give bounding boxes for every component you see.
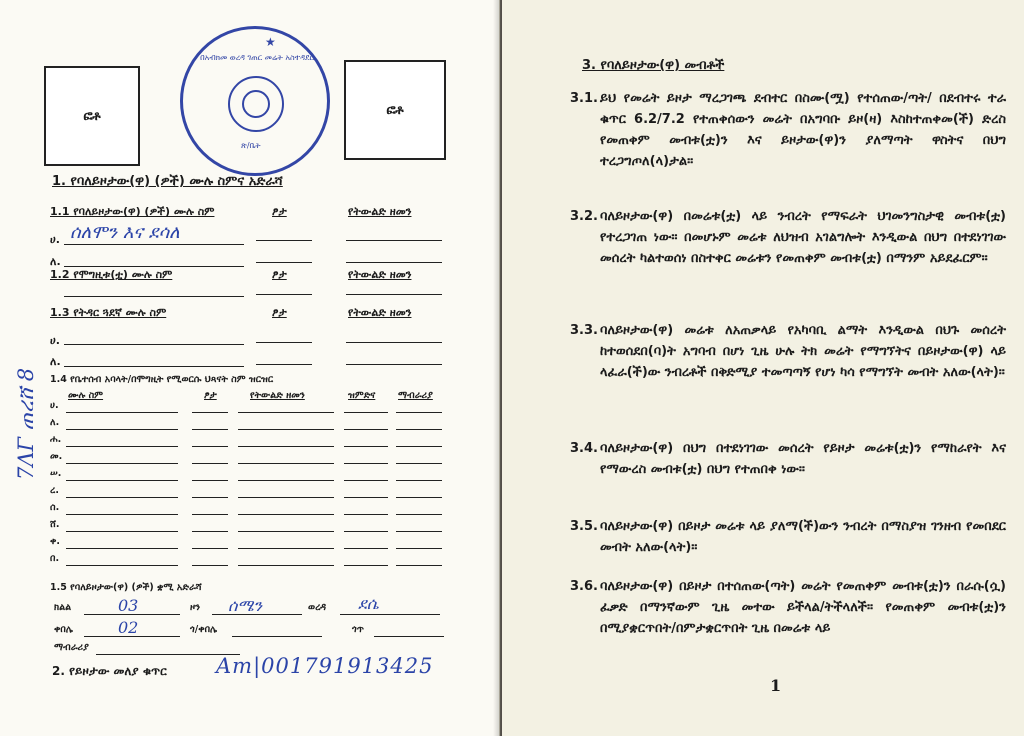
family-row-line [344,497,388,498]
s13-col-sex: ፆታ [272,306,287,319]
family-row-label: ሸ. [50,519,60,530]
s11-col-sex: ፆታ [272,205,287,218]
rights-item-3-text: ባለይዞታው(ዋ) መሬቱ ለአጠቃላይ የአካባቢ ልማት እንዲውል በህጉ መሰረት ከተወሰደበ(ባ)ት አግባብ በሆነ ጊዜ ሁሉ ትክ መሬት የማግኘትና በይዞታው(ዋ) ላይ ላፈራ(ች)ው ንብረቶች በቅድሚያ ተመጣጣኝ የሆነ ካሳ የማግኘት መብት አለው(ላት)። [600,323,1006,380]
family-row-label: በ. [50,553,60,564]
family-row-line [238,446,334,447]
family-row-line [396,514,442,515]
family-row-line [396,446,442,447]
s11-title-text: 1.1 የባለይዞታው(ዋ) (ዎች) ሙሉ ስም [50,205,215,218]
s14-title: 1.4 የቤተሰብ አባላት/በሞግዚት የሚወርሱ ህጻናት ስም ዝርዝር [50,374,274,385]
section-3-title: 3. የባለይዞታው(ዋ) መብቶች [582,58,725,73]
family-row-line [192,531,228,532]
rights-item-6-num: 3.6. [570,579,598,594]
section-1-title: 1. የባለይዞታው(ዋ) (ዎች) ሙሉ ስምና አድራሻ [52,174,283,189]
s15-kebele-label: ቀበሌ [54,624,73,635]
family-row-line [344,548,388,549]
stamp-star-icon: ★ [265,35,276,49]
stamp-inner-ring [228,76,284,132]
rights-item-2-text: ባለይዞታው(ዋ) በመሬቱ(ቷ) ላይ ንብረት የማፍራት ህገመንግስታዊ መብቱ(ቷ) የተረጋገጠ ነው። በመሆኑም መሬቱ ለህዝብ አገልግሎት እንዲውል በህግ በተደነገገው መሰረት ካልተወሰነ በስተቀር መሬቱን የመጠቀም መብቱ(ቷ) በማንም አይደፈርም። [600,209,1006,266]
s11-row-label-a: ሀ. [50,233,60,246]
family-row-label: ሠ. [50,468,62,479]
rights-item-4-num: 3.4. [570,441,598,456]
s11-handwritten-name: ሰለሞን እና ደሳለ [70,222,180,243]
rights-item-3-num: 3.3. [570,323,598,338]
page-number: 1 [770,676,782,695]
family-row-line [66,531,178,532]
family-row-line [396,497,442,498]
stamp-outer-text: በአብክመ ወረዳ ገጠር መሬት አስተዳደር [200,53,314,62]
family-row-label: መ. [50,451,63,462]
rights-item-6-text: ባለይዞታው(ዋ) በይዞታ በተሰጠው(ጣት) መሬት የመጠቀም መብቱ(ቷ)ን በራሱ(ሷ) ፈቃድ በማንኛውም ጊዜ መተው ይችላል/ትችላለች። የመጠቀም መብቱ(ቷ)ን በሚያቋርጥበት/በምታቋርጥበት ጊዜ በመሬቱ ላይ [600,579,1006,636]
s13-row-label-a: ሀ. [50,334,60,347]
rights-item-1-num: 3.1. [570,91,598,106]
family-row-line [396,429,442,430]
official-stamp [180,26,330,176]
family-row-line [344,565,388,566]
margin-note: 7ΛΓ ጠረሸ 8 [14,367,38,480]
right-page [502,0,1024,736]
stamp-inner-text: ጽ/ቤት [241,141,261,150]
family-row-line [344,463,388,464]
family-row-line [192,497,228,498]
family-row-line [66,497,178,498]
s15-zone-value: ሰሜን [228,596,263,615]
rights-item-5-text: ባለይዞታው(ዋ) በይዞታ መሬቱ ላይ ያለማ(ች)ውን ንብረት በማስያዝ ገንዘብ የመበደር መብት አለው(ላት)። [600,519,1006,555]
family-row-line [344,531,388,532]
rights-item-5-num: 3.5. [570,519,598,534]
s11-title [50,205,214,219]
rights-item-2-num: 3.2. [570,209,598,224]
family-row-line [192,463,228,464]
s15-remark-label: ማብራሪያ [54,642,89,653]
s15-zone-label: ዞን [190,602,201,613]
s12-title-text: 1.2 የሞግዚቱ(ቷ) ሙሉ ስም [50,268,173,281]
family-row-line [238,412,334,413]
family-row-line [238,497,334,498]
family-row-line [192,548,228,549]
family-row-line [344,446,388,447]
s15-woreda-label: ወረዳ [308,602,327,613]
stamp-emblem [242,90,270,118]
s14-col-sex: ፆታ [204,390,217,401]
s15-woreda-value: ደሴ [358,594,379,613]
s15-region-value: 03 [118,596,139,615]
family-row-line [396,480,442,481]
family-row-label: ረ. [50,485,59,496]
s12-title [50,268,172,282]
family-row-line [238,514,334,515]
s13-title [50,306,166,320]
family-row-line [396,565,442,566]
s14-col-name: ሙሉ ስም [68,390,104,401]
family-row-line [238,548,334,549]
s15-kebele-value: 02 [118,618,139,637]
s15-got-label: ጎ/ቀበሌ [190,624,218,635]
family-row-line [396,463,442,464]
family-row-line [344,429,388,430]
s12-col-birth: የትውልድ ዘመን [348,268,412,281]
family-row-line [344,412,388,413]
family-row-line [344,514,388,515]
family-row-line [238,480,334,481]
s14-col-birth: የትውልድ ዘመን [250,390,305,401]
s14-col-relation: ዝምድና [348,390,376,401]
family-row-line [344,480,388,481]
family-row-line [396,548,442,549]
section-2-label: 2. የይዞታው መለያ ቁጥር [52,664,167,678]
family-row-line [238,565,334,566]
family-row-label: ቀ. [50,536,60,547]
family-row-line [192,429,228,430]
s12-col-sex: ፆታ [272,268,287,281]
family-row-line [66,480,178,481]
photo-box-right: ፎቶ [344,60,446,160]
family-row-line [238,429,334,430]
family-row-label: ለ. [50,417,60,428]
family-row-line [192,565,228,566]
family-row-label: ሐ. [50,434,62,445]
family-row-line [192,514,228,515]
family-row-line [192,480,228,481]
family-row-line [66,446,178,447]
family-row-line [66,514,178,515]
s11-row-label-b: ለ. [50,255,61,268]
s13-title-text: 1.3 የትዳር ጓደኛ ሙሉ ስም [50,306,167,319]
family-row-line [66,548,178,549]
photo-box-left: ፎቶ [44,66,140,166]
family-row-line [396,412,442,413]
rights-item-4-text: ባለይዞታው(ዋ) በህግ በተደነገገው መሰረት የይዞታ መሬቱ(ቷ)ን የማከራየት እና የማውረስ መብቱ(ቷ) በህግ የተጠበቀ ነው። [600,441,1006,477]
family-row-line [66,463,178,464]
family-row-line [66,565,178,566]
rights-item-1-text: ይህ የመሬት ይዞታ ማረጋገጫ ደብተር በስሙ(ሟ) የተሰጠው/ጣት/ በደብተሩ ተራ ቁጥር 6.2/7.2 የተጠቀሰውን መሬት በአግባቡ ይዞ(ዛ) እስከተጠቀመ(ች) ድረስ የመጠቀም መብቱ(ቷ)ን እና ይዞታው(ዋ)ን ያለማጣት ዋስትና በህግ ተረጋግጦለ(ላ)ታል። [600,91,1006,169]
section-2-value: Am|001791913425 [216,654,434,678]
s15-house-label: ጎጥ [352,624,364,635]
s14-col-remark: ማብራሪያ [398,390,433,401]
s11-col-birth: የትውልድ ዘመን [348,205,412,218]
s13-col-birth: የትውልድ ዘመን [348,306,412,319]
family-row-line [66,412,178,413]
family-row-label: ሰ. [50,502,60,513]
family-row-line [192,446,228,447]
s15-region-label: ክልል [54,602,72,613]
family-row-line [66,429,178,430]
s15-title: 1.5 የባለይዞታው(ዋ) (ዎች) ቋሚ አድራሻ [50,582,202,593]
family-row-line [396,531,442,532]
family-row-line [238,531,334,532]
left-page [0,0,500,736]
family-row-line [192,412,228,413]
family-row-line [238,463,334,464]
s13-row-label-b: ለ. [50,355,61,368]
family-row-label: ሀ. [50,400,59,411]
